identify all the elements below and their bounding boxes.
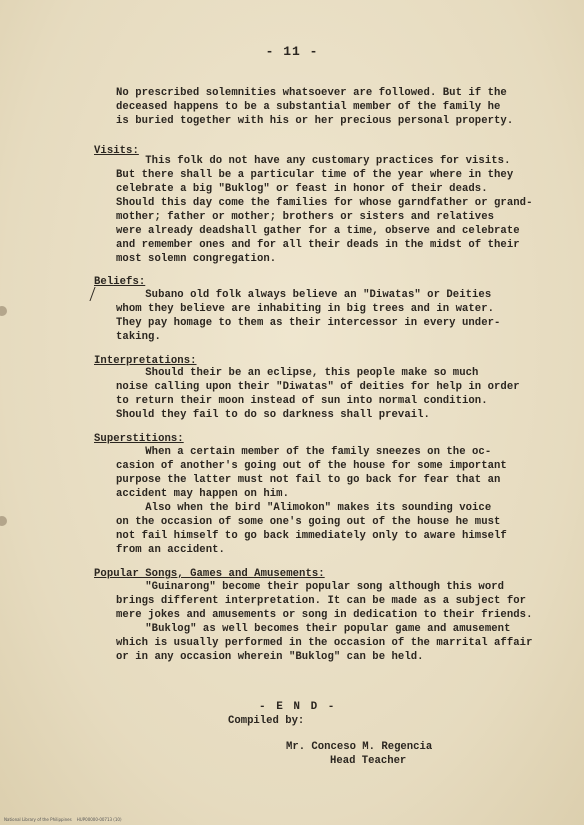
body-line: brings different interpretation. It can be made as a subject for (116, 595, 527, 607)
body-line: They pay homage to them as their intercessor in every under- (116, 317, 501, 329)
body-line: Should this day come the families for whose garndfather or grand- (116, 197, 533, 209)
section-heading-superstitions: Superstitions: (94, 433, 184, 445)
body-line: on the occasion of some one's going out of the house he must (116, 516, 501, 528)
body-line: were already deadshall gather for a time, observe and celebrate (116, 225, 520, 237)
body-line: Should their be an eclipse, this people make so much (94, 367, 479, 379)
body-line: noise calling upon their "Diwatas" of deities for help in order (116, 381, 520, 393)
page-number: - 11 - (265, 44, 319, 59)
body-line: whom they believe are inhabiting in big trees and in water. (116, 303, 495, 315)
body-line: purpose the latter must not fail to go back for fear that an (116, 474, 501, 486)
archive-footer: National Library of the Philippines HUP00000-00713 (10) (4, 817, 122, 822)
punch-hole-bottom (0, 516, 7, 526)
body-line: mother; father or mother; brothers or sisters and relatives (116, 211, 495, 223)
body-line: from an accident. (116, 544, 225, 556)
section-heading-visits: Visits: (94, 145, 139, 157)
end-mark: - E N D - (259, 701, 337, 713)
body-line: celebrate a big "Buklog" or feast in honor of their deads. (116, 183, 488, 195)
body-line: But there shall be a particular time of the year where in they (116, 169, 514, 181)
body-line: most solemn congregation. (116, 253, 277, 265)
body-line: This folk do not have any customary practices for visits. (94, 155, 511, 167)
body-line: not fail himself to go back immediately only to aware himself (116, 530, 507, 542)
author-name: Mr. Conceso M. Regencia (286, 741, 433, 753)
body-line: No prescribed solemnities whatsoever are followed. But if the (116, 87, 507, 99)
body-line: mere jokes and amusements or song in dedication to their friends. (116, 609, 533, 621)
section-heading-popular-songs: Popular Songs, Games and Amusements: (94, 568, 325, 580)
body-line: Also when the bird "Alimokon" makes its sounding voice (94, 502, 492, 514)
body-line: and remember ones and for all their deads in the midst of their (116, 239, 520, 251)
body-line: Subano old folk always believe an "Diwatas" or Deities (94, 289, 492, 301)
body-line: casion of another's going out of the house for some important (116, 460, 507, 472)
body-line: taking. (116, 331, 161, 343)
body-line: deceased happens to be a substantial member of the family he (116, 101, 501, 113)
body-line: which is usually performed in the occasion of the marrital affair (116, 637, 533, 649)
punch-hole-top (0, 306, 7, 316)
body-line: "Buklog" as well becomes their popular game and amusement (94, 623, 511, 635)
section-heading-beliefs: Beliefs: (94, 276, 146, 288)
compiled-by-label: Compiled by: (228, 715, 305, 727)
body-line: When a certain member of the family sneezes on the oc- (94, 446, 492, 458)
body-line: Should they fail to do so darkness shall prevail. (116, 409, 430, 421)
body-line: to return their moon instead of sun into normal condition. (116, 395, 488, 407)
body-line: accident may happen on him. (116, 488, 289, 500)
section-heading-interpretations: Interpretations: (94, 355, 197, 367)
body-line: is buried together with his or her precious personal property. (116, 115, 514, 127)
body-line: or in any occasion wherein "Buklog" can be held. (116, 651, 424, 663)
body-line: "Guinarong" become their popular song although this word (94, 581, 505, 593)
author-title: Head Teacher (330, 755, 407, 767)
